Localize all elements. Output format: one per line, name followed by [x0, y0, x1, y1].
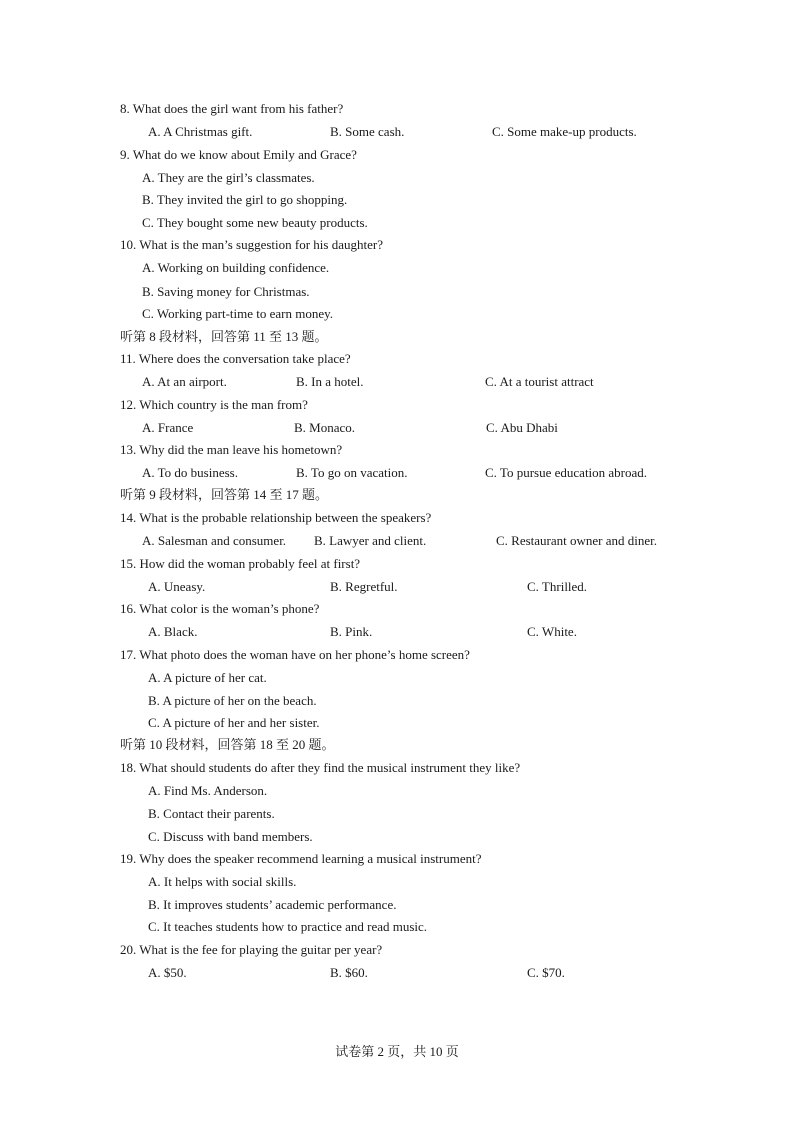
q15-option-b: B. Regretful. — [330, 579, 398, 594]
page-footer: 试卷第 2 页，共 10 页 — [335, 1044, 459, 1059]
question-13: 13. Why did the man leave his hometown? — [120, 442, 343, 457]
q13-option-b: B. To go on vacation. — [296, 465, 408, 480]
q15-option-c: C. Thrilled. — [527, 579, 588, 594]
q10-option-c: C. Working part-time to earn money. — [142, 306, 334, 321]
q12-option-c: C. Abu Dhabi — [486, 420, 558, 435]
q16-option-b: B. Pink. — [330, 624, 373, 639]
q20-option-c: C. $70. — [527, 965, 565, 980]
q9-option-b: B. They invited the girl to go shopping. — [142, 192, 348, 207]
question-12: 12. Which country is the man from? — [120, 397, 308, 412]
q16-option-a: A. Black. — [148, 624, 198, 639]
q9-option-a: A. They are the girl’s classmates. — [142, 170, 315, 185]
q15-option-a: A. Uneasy. — [148, 579, 206, 594]
q10-option-a: A. Working on building confidence. — [142, 260, 330, 275]
question-14: 14. What is the probable relationship between the speakers? — [120, 510, 432, 525]
question-16: 16. What color is the woman’s phone? — [120, 601, 320, 616]
q19-option-b: B. It improves students’ academic performance. — [148, 897, 397, 912]
q10-option-b: B. Saving money for Christmas. — [142, 284, 310, 299]
q13-option-a: A. To do business. — [142, 465, 238, 480]
q12-option-b: B. Monaco. — [294, 420, 356, 435]
q18-option-a: A. Find Ms. Anderson. — [148, 783, 268, 798]
question-20: 20. What is the fee for playing the guitar per year? — [120, 942, 383, 957]
q8-option-a: A. A Christmas gift. — [148, 124, 253, 139]
q17-option-b: B. A picture of her on the beach. — [148, 693, 317, 708]
q8-option-b: B. Some cash. — [330, 124, 405, 139]
q12-option-a: A. France — [142, 420, 194, 435]
q8-option-c: C. Some make-up products. — [492, 124, 637, 139]
question-10: 10. What is the man’s suggestion for his daughter? — [120, 237, 383, 252]
q11-option-a: A. At an airport. — [142, 374, 227, 389]
section-header-8: 听第 8 段材料，回答第 11 至 13 题。 — [120, 329, 328, 344]
q11-option-b: B. In a hotel. — [296, 374, 364, 389]
section-header-9: 听第 9 段材料，回答第 14 至 17 题。 — [120, 487, 329, 502]
q14-option-c: C. Restaurant owner and diner. — [496, 533, 658, 548]
question-11: 11. Where does the conversation take place? — [120, 351, 351, 366]
question-18: 18. What should students do after they find the musical instrument they like? — [120, 760, 521, 775]
question-9: 9. What do we know about Emily and Grace? — [120, 147, 357, 162]
question-19: 19. Why does the speaker recommend learning a musical instrument? — [120, 851, 482, 866]
q18-option-b: B. Contact their parents. — [148, 806, 275, 821]
question-15: 15. How did the woman probably feel at first? — [120, 556, 361, 571]
q9-option-c: C. They bought some new beauty products. — [142, 215, 368, 230]
q14-option-a: A. Salesman and consumer. — [142, 533, 287, 548]
q16-option-c: C. White. — [527, 624, 577, 639]
q20-option-b: B. $60. — [330, 965, 368, 980]
question-17: 17. What photo does the woman have on her phone’s home screen? — [120, 647, 470, 662]
question-8: 8. What does the girl want from his father? — [120, 101, 344, 116]
q17-option-c: C. A picture of her and her sister. — [148, 715, 320, 730]
q14-option-b: B. Lawyer and client. — [314, 533, 427, 548]
q19-option-c: C. It teaches students how to practice and read music. — [148, 919, 428, 934]
q11-option-c: C. At a tourist attract — [485, 374, 594, 389]
section-header-10: 听第 10 段材料，回答第 18 至 20 题。 — [120, 737, 335, 752]
q17-option-a: A. A picture of her cat. — [148, 670, 267, 685]
q20-option-a: A. $50. — [148, 965, 187, 980]
q19-option-a: A. It helps with social skills. — [148, 874, 297, 889]
q18-option-c: C. Discuss with band members. — [148, 829, 313, 844]
q13-option-c: C. To pursue education abroad. — [485, 465, 648, 480]
